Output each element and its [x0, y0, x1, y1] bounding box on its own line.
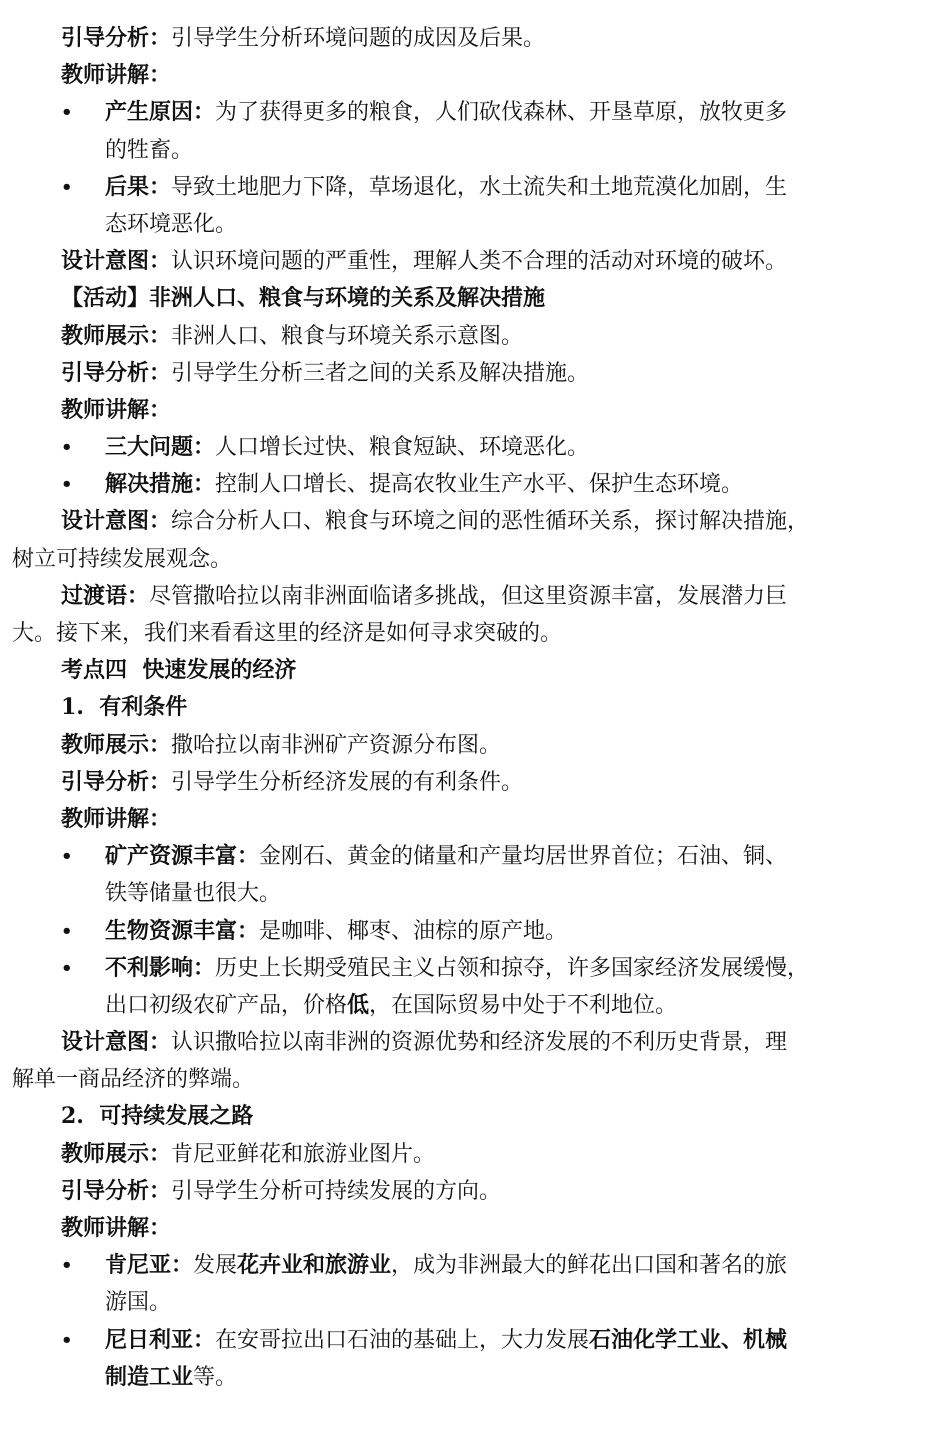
document-page	[12, 20, 842, 1396]
text: 是咖啡、椰枣、油棕的原产地。	[259, 918, 568, 944]
text: 引导学生分析环境问题的成因及后果。	[171, 26, 546, 51]
label: 引导分析：	[61, 25, 172, 51]
text: ，在国际贸易中处于不利地位。	[369, 992, 678, 1018]
text: 解单一商品经济的弊端。	[12, 1067, 255, 1093]
label: 教师展示：	[61, 322, 172, 349]
bullet-icon: •	[61, 102, 73, 124]
label: 设计意图：	[61, 508, 172, 535]
bullet-icon: •	[61, 1329, 73, 1351]
bullet-item-cause-cont	[12, 132, 842, 169]
paragraph-design-intent-2-cont	[12, 541, 842, 578]
subsection-heading-sustainable	[12, 1098, 842, 1135]
bullet-icon: •	[61, 957, 73, 979]
label: 引导分析：	[61, 359, 172, 386]
text-bold: 制造工业	[105, 1363, 194, 1390]
bullet-item-adverse	[12, 950, 842, 987]
paragraph-teacher-explain-3	[12, 801, 842, 838]
text: 发展	[193, 1253, 238, 1279]
text-bold: 石油化学工业、机械	[589, 1326, 788, 1353]
text: ，成为非洲最大的鲜花出口国和著名的旅	[391, 1253, 788, 1279]
label: 教师展示：	[61, 1140, 172, 1167]
bullet-item-kenya-cont	[12, 1284, 842, 1321]
bullet-item-cause	[12, 94, 842, 131]
bullet-icon: •	[61, 176, 73, 198]
text: 认识撒哈拉以南非洲的资源优势和经济发展的不利历史背景，理	[171, 1030, 788, 1056]
label: 过渡语：	[61, 582, 150, 609]
text: 非洲人口、粮食与环境关系示意图。	[171, 323, 524, 349]
bullet-item-nigeria	[12, 1322, 842, 1359]
text: 引导学生分析可持续发展的方向。	[171, 1178, 502, 1204]
label: 尼日利亚：	[105, 1326, 216, 1353]
bullet-icon: •	[61, 437, 73, 459]
text: 态环境恶化。	[105, 211, 238, 237]
text: 尽管撒哈拉以南非洲面临诸多挑战，但这里资源丰富，发展潜力巨	[149, 583, 788, 609]
bullet-icon: •	[61, 474, 73, 496]
bullet-item-mineral-cont	[12, 875, 842, 912]
title: 1. 有利条件	[61, 694, 188, 721]
paragraph-teacher-show-3	[12, 1136, 842, 1173]
bullet-item-consequence	[12, 169, 842, 206]
text: 引导学生分析三者之间的关系及解决措施。	[171, 360, 590, 386]
bullet-icon: •	[61, 846, 73, 868]
label: 解决措施：	[105, 471, 216, 498]
paragraph-guide-analysis-1	[12, 20, 842, 57]
text: 导致土地肥力下降，草场退化，水土流失和土地荒漠化加剧，生	[171, 174, 788, 200]
paragraph-teacher-explain-4	[12, 1210, 842, 1247]
paragraph-teacher-show-2	[12, 727, 842, 764]
text: 在安哥拉出口石油的基础上，大力发展	[215, 1327, 590, 1353]
label: 教师讲解：	[61, 62, 172, 89]
paragraph-transition	[12, 578, 842, 615]
paragraph-guide-analysis-2	[12, 355, 842, 392]
section-heading-point-four	[12, 652, 842, 689]
label: 不利影响：	[105, 954, 216, 981]
paragraph-teacher-explain-2	[12, 392, 842, 429]
subsection-heading-favorable	[12, 689, 842, 726]
text: 等。	[193, 1364, 238, 1390]
label: 后果：	[105, 173, 172, 200]
bullet-icon: •	[61, 1255, 73, 1277]
text-bold: 花卉业和旅游业	[237, 1252, 392, 1279]
text: 人口增长过快、粮食短缺、环境恶化。	[215, 435, 590, 461]
bullet-icon: •	[61, 920, 73, 942]
paragraph-guide-analysis-3	[12, 764, 842, 801]
text: 出口初级农矿产品，价格	[105, 992, 348, 1018]
label: 教师展示：	[61, 731, 172, 758]
text: 金刚石、黄金的储量和产量均居世界首位；石油、铜、	[259, 844, 788, 870]
bullet-item-solutions	[12, 466, 842, 503]
label: 矿产资源丰富：	[105, 843, 260, 870]
text-bold: 低	[347, 991, 370, 1018]
title: 【活动】非洲人口、粮食与环境的关系及解决措施	[61, 285, 546, 312]
label: 生物资源丰富：	[105, 917, 260, 944]
label: 教师讲解：	[61, 805, 172, 832]
text: 肯尼亚鲜花和旅游业图片。	[171, 1141, 436, 1167]
paragraph-transition-cont	[12, 615, 842, 652]
label: 教师讲解：	[61, 396, 172, 423]
label: 设计意图：	[61, 248, 172, 275]
text: 认识环境问题的严重性，理解人类不合理的活动对环境的破坏。	[171, 249, 788, 275]
bullet-item-three-problems	[12, 429, 842, 466]
title: 2. 可持续发展之路	[61, 1103, 254, 1130]
text: 撒哈拉以南非洲矿产资源分布图。	[171, 732, 502, 758]
label: 三大问题：	[105, 434, 216, 461]
text: 为了获得更多的粮食，人们砍伐森林、开垦草原，放牧更多	[215, 100, 788, 126]
paragraph-design-intent-2	[12, 503, 842, 540]
title: 考点四 快速发展的经济	[61, 657, 297, 684]
label: 教师讲解：	[61, 1215, 172, 1241]
paragraph-guide-analysis-4	[12, 1173, 842, 1210]
text: 历史上长期受殖民主义占领和掠夺，许多国家经济发展缓慢，	[215, 955, 810, 981]
text: 铁等储量也很大。	[105, 881, 282, 907]
text: 引导学生分析经济发展的有利条件。	[171, 769, 524, 795]
bullet-item-adverse-cont	[12, 987, 842, 1024]
bullet-item-kenya	[12, 1247, 842, 1284]
paragraph-teacher-show-1	[12, 318, 842, 355]
bullet-item-nigeria-cont	[12, 1359, 842, 1396]
label: 设计意图：	[61, 1029, 172, 1056]
text: 游国。	[105, 1290, 172, 1316]
text: 大。接下来，我们来看看这里的经济是如何寻求突破的。	[12, 621, 563, 646]
bullet-item-biological	[12, 913, 842, 950]
activity-heading	[12, 280, 842, 317]
label: 引导分析：	[61, 768, 172, 795]
text: 的牲畜。	[105, 137, 194, 163]
paragraph-design-intent-3-cont	[12, 1061, 842, 1098]
text: 树立可持续发展观念。	[12, 546, 233, 572]
label: 肯尼亚：	[105, 1252, 194, 1279]
bullet-item-consequence-cont	[12, 206, 842, 243]
label: 引导分析：	[61, 1177, 172, 1204]
bullet-item-mineral	[12, 838, 842, 875]
paragraph-design-intent-1	[12, 243, 842, 280]
text: 综合分析人口、粮食与环境之间的恶性循环关系，探讨解决措施，	[171, 509, 810, 535]
text: 控制人口增长、提高农牧业生产水平、保护生态环境。	[215, 472, 744, 498]
paragraph-teacher-explain-1	[12, 57, 842, 94]
label: 产生原因：	[105, 99, 216, 126]
paragraph-design-intent-3	[12, 1024, 842, 1061]
